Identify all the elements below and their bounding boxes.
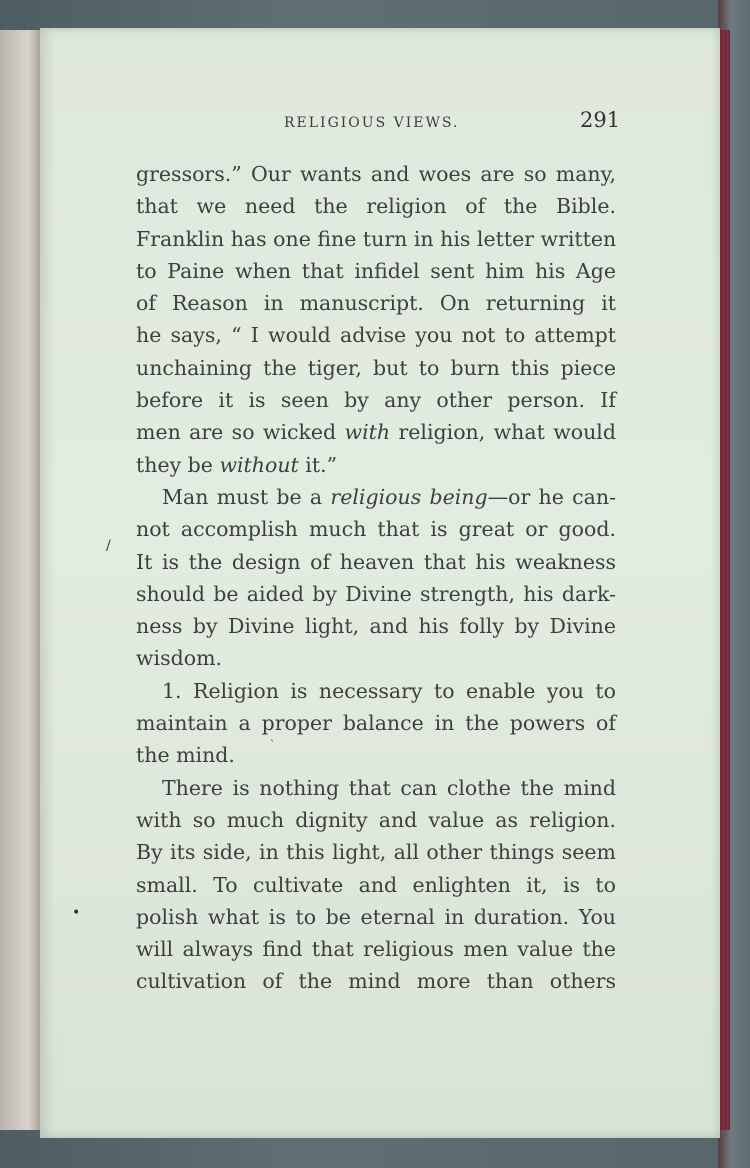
text-line: By its side, in this light, all other things seem [136, 840, 616, 865]
text-line: he says, “ I would advise you not to attempt [136, 323, 616, 348]
text-line [136, 481, 616, 513]
text-line: with so much dignity and value as religion. [136, 807, 616, 832]
text-line [136, 416, 616, 448]
text-segment: Man must be a [162, 484, 331, 509]
text-segment: they be [136, 452, 220, 477]
text-line: the mind. [136, 743, 235, 768]
text-line: 1. Religion is necessary to enable you to [162, 678, 616, 703]
text-line: to Paine when that infidel sent him his Age [136, 258, 616, 283]
running-head: RELIGIOUS VIEWS. [284, 115, 460, 131]
ink-speck: / [106, 538, 111, 554]
text-line: that we need the religion of the Bible. [136, 194, 616, 219]
italic-text: with [344, 420, 391, 445]
text-segment: religion, what would [390, 420, 616, 445]
text-line: not accomplish much that is great or good. [136, 517, 616, 542]
text-line: will always find that religious men value the [136, 937, 616, 962]
text-line: There is nothing that can clothe the mind [162, 775, 616, 800]
text-line: cultivation of the mind more than others [136, 969, 616, 994]
text-segment: —or he can- [487, 484, 617, 509]
text-line: small. To cultivate and enlighten it, is to [136, 872, 616, 897]
text-line: Franklin has one fine turn in his letter written [136, 226, 617, 251]
page-body-text [136, 158, 616, 998]
italic-text: religious being [330, 484, 488, 509]
text-line: gressors.” Our wants and woes are so many, [136, 162, 616, 186]
text-line: wisdom. [136, 646, 223, 671]
page-number: 291 [580, 108, 621, 132]
italic-text: without [219, 452, 299, 477]
text-segment: it.” [298, 452, 338, 477]
ink-speck: • [72, 905, 81, 921]
text-line: It is the design of heaven that his weakness [136, 549, 616, 574]
text-line: before it is seen by any other person. If [136, 388, 616, 413]
text-line: polish what is to be eternal in duration. You [136, 904, 616, 929]
text-line: maintain a proper balance in the powers of [136, 711, 616, 736]
ink-speck: ` [270, 740, 275, 751]
text-line [136, 449, 616, 481]
text-line: of Reason in manuscript. On returning it [136, 291, 616, 316]
text-line: unchaining the tiger, but to burn this piece [136, 355, 616, 380]
text-line: ness by Divine light, and his folly by Divine [136, 614, 616, 639]
text-segment: men are so wicked [136, 420, 345, 445]
left-page-edge [0, 30, 42, 1130]
text-line: should be aided by Divine strength, his dark- [136, 581, 616, 606]
